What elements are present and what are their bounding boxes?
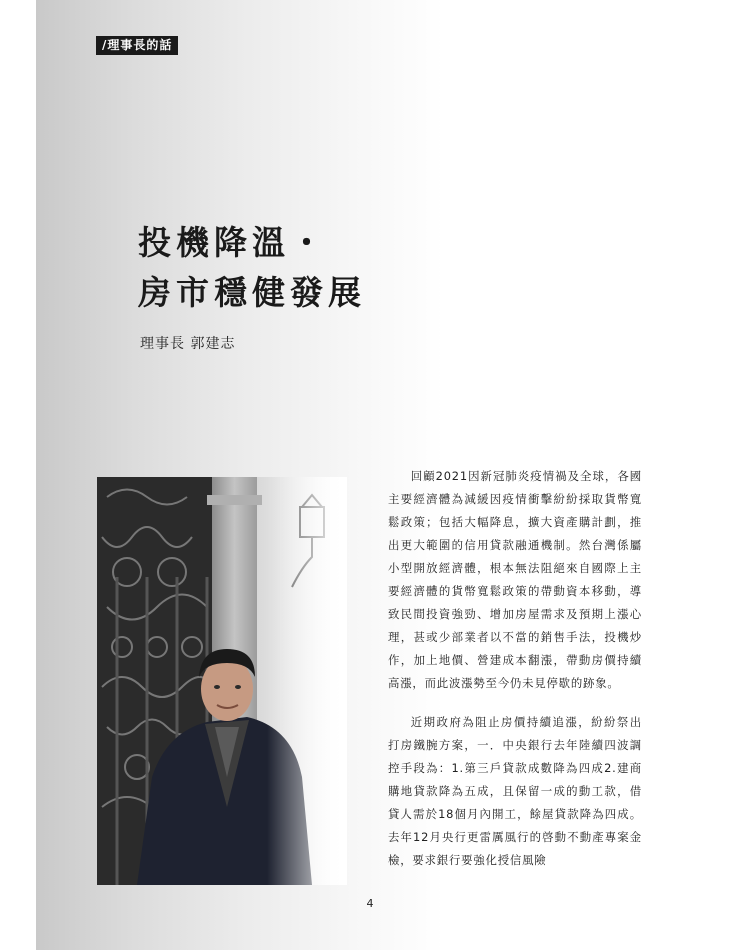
section-tag: /理事長的話 <box>96 36 178 55</box>
page-number: 4 <box>366 897 374 910</box>
article-byline: 理事長 郭建志 <box>140 336 236 352</box>
portrait-photo <box>97 477 347 885</box>
article-paragraph-2: 近期政府為阻止房價持續追漲，紛紛祭出打房鐵腕方案，一．中央銀行去年陸續四波調控手段為：1.第三戶貸款成數降為四成2.建商購地貸款降為五成，且保留一成的動工款，借貸人需於18個月內開工，餘屋貸款降為四成。去年12月央行更雷厲風行的啓動不動產專案金檢，要求銀行要強化授信風險 <box>388 715 642 867</box>
portrait-illustration <box>97 477 347 885</box>
page-left-margin <box>0 0 36 950</box>
article-body <box>388 465 642 872</box>
article-title-line-1: 投機降溫・ <box>138 223 328 262</box>
article-paragraph-1: 回顧2021因新冠肺炎疫情禍及全球，各國主要經濟體為減緩因疫情衝擊紛紛採取貨幣寬鬆政策；包括大幅降息，擴大資產購計劃，推出更大範圍的信用貸款融通機制。然台灣係屬小型開放經濟體，根本無法阻絕來自國際上主要經濟體的貨幣寬鬆政策的帶動資本移動，導致民間投資強勁、增加房屋需求及預期上漲心理，甚或少部業者以不當的銷售手法，投機炒作，加上地價、營建成本翻漲，帶動房價持續高漲，而此波漲勢至今仍未見停歇的跡象。 <box>388 469 642 690</box>
article-title <box>138 218 366 318</box>
article-title-line-2: 房市穩健發展 <box>138 273 366 312</box>
